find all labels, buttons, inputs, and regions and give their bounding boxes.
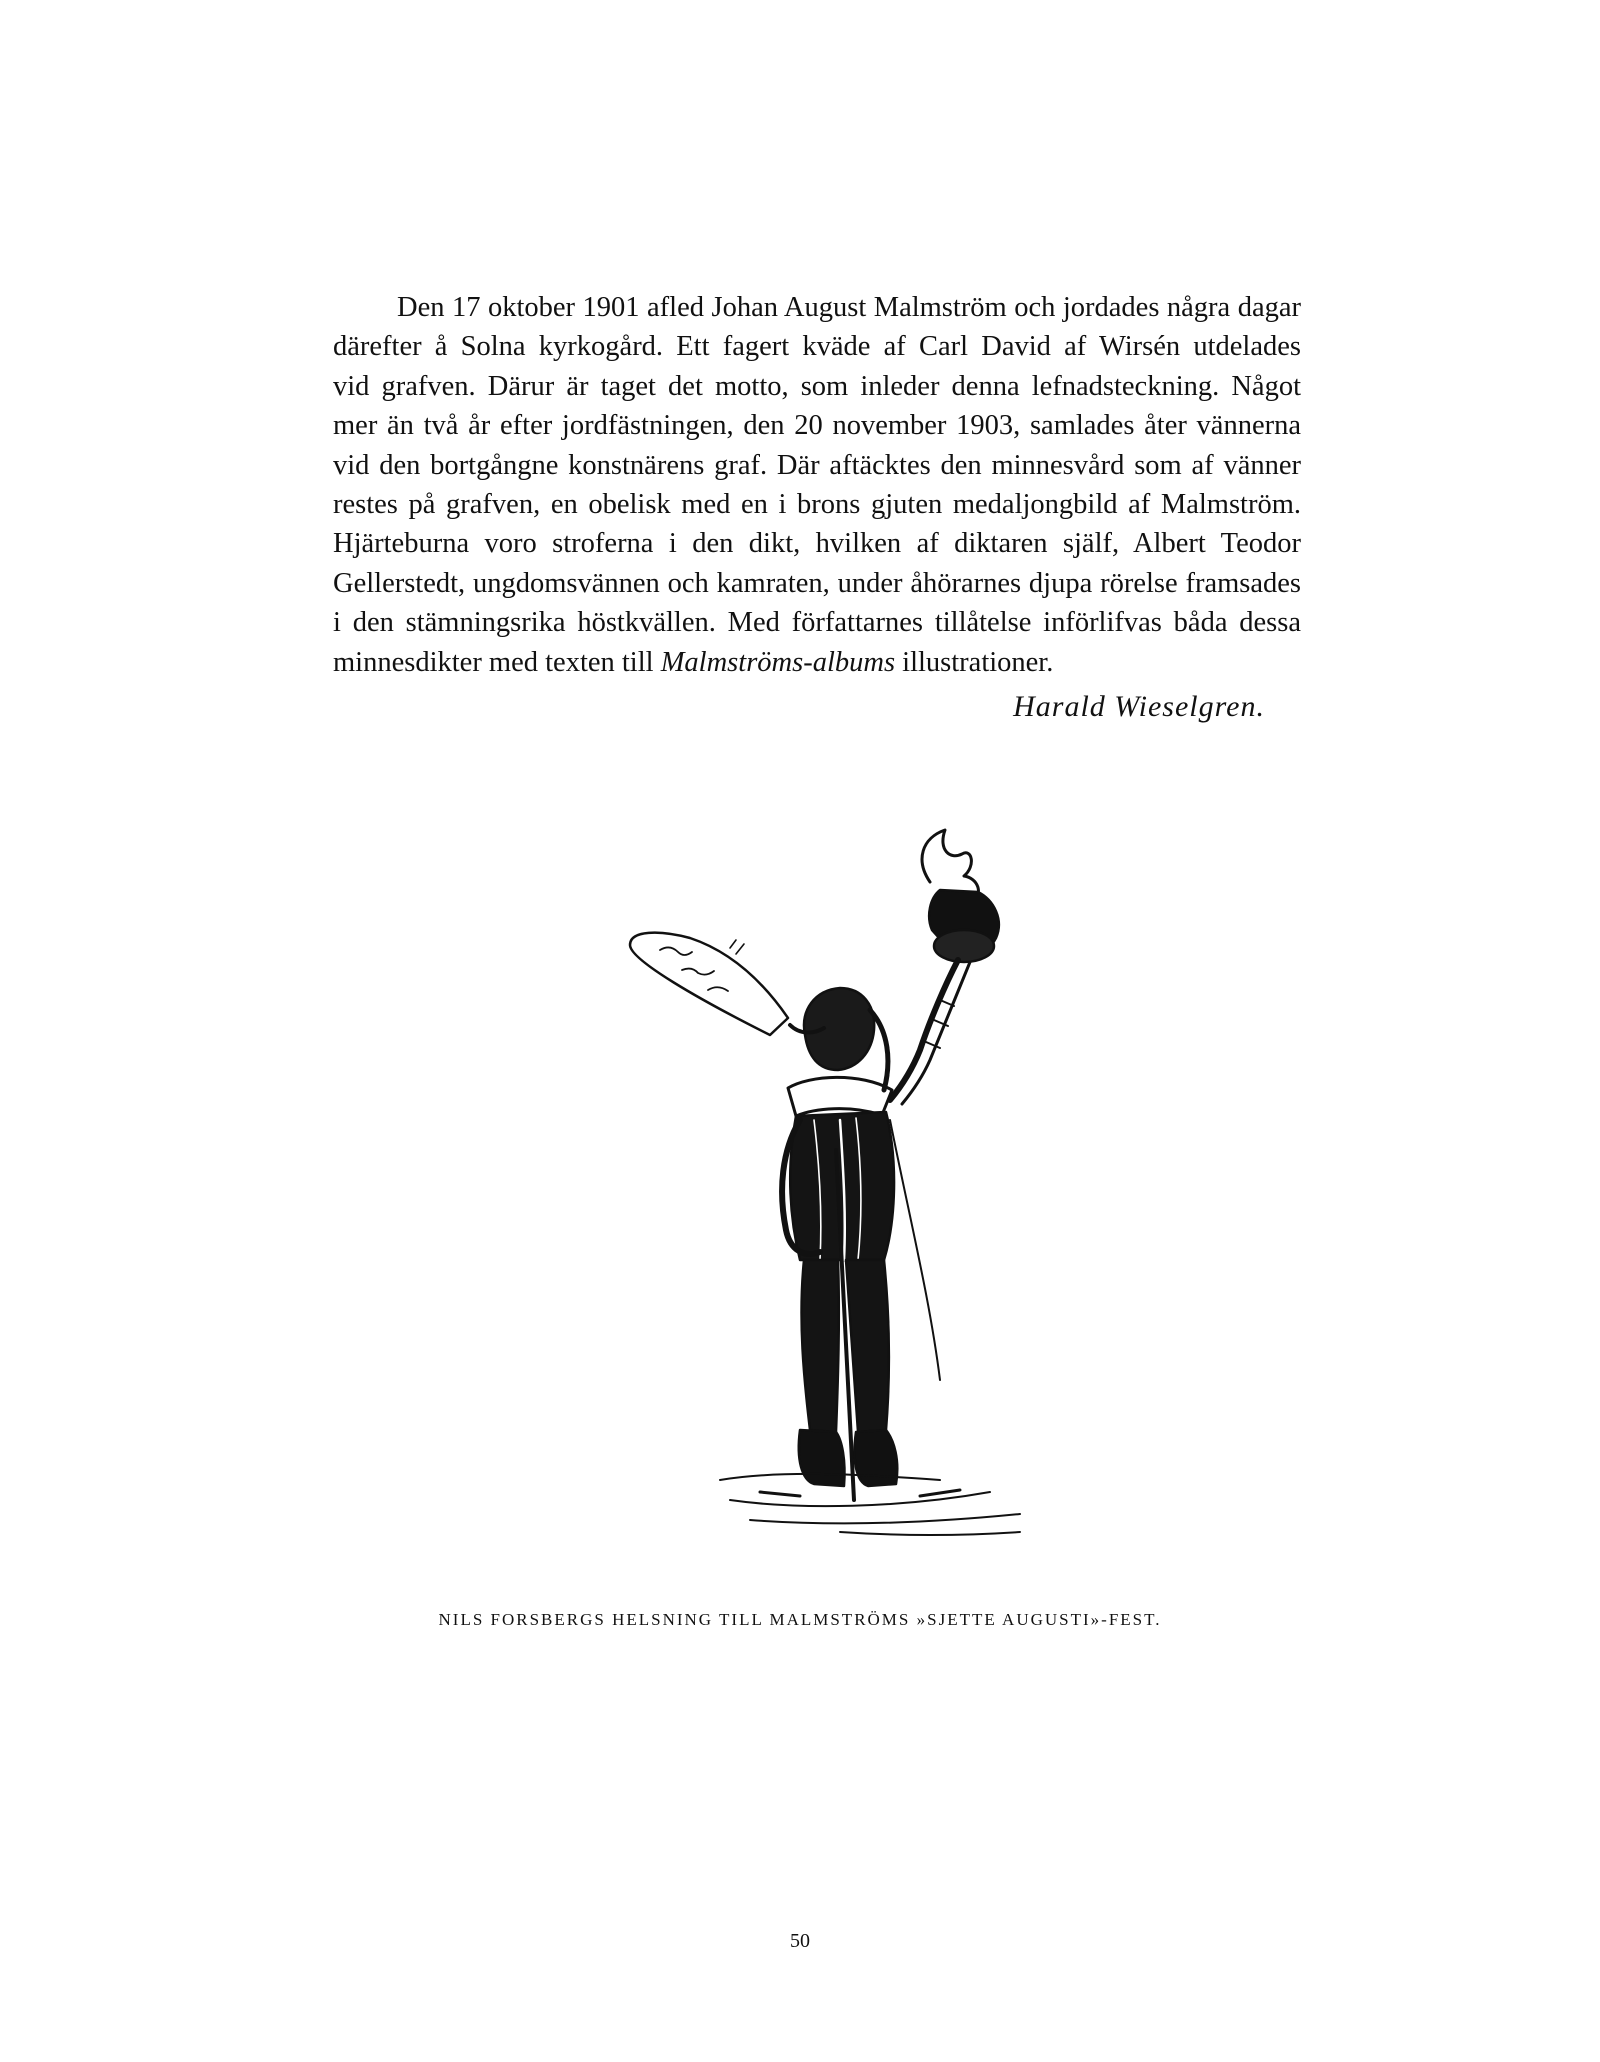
paragraph-line-3: vid grafven. Därur är taget det motto, som inleder denna lefnadsteckning. Något — [333, 370, 1301, 402]
last-line-end: illustrationer. — [895, 646, 1054, 678]
raised-arm — [890, 960, 970, 1104]
paragraph-line-10 — [333, 643, 1301, 682]
paragraph-line-6: restes på grafven, en obelisk med en i brons gjuten medaljongbild af Malmström. — [333, 489, 1301, 521]
illustration-caption: NILS FORSBERGS HELSNING TILL MALMSTRÖMS »SJETTE AUGUSTI»-FEST. — [438, 1610, 1162, 1629]
paragraph-line-4: mer än två år efter jordfästningen, den 20 november 1903, samlades åter vännerna — [333, 410, 1301, 442]
paragraph-line-9: i den stämningsrika höstkvällen. Med författarnes tillåtelse införlifvas båda dessa — [333, 607, 1301, 639]
paragraph-line-8: Gellerstedt, ungdomsvännen och kamraten, under åhörarnes djupa rörelse framsades — [333, 567, 1301, 599]
paragraph-line-5: vid den bortgångne konstnärens graf. Där aftäcktes den minnesvård som af vänner — [333, 449, 1301, 481]
paragraph-line-2: därefter å Solna kyrkogård. Ett fagert kväde af Carl David af Wirsén utdelades — [333, 331, 1301, 363]
last-line-start: minnesdikter med texten till — [333, 646, 661, 678]
cavalier-head — [790, 988, 888, 1090]
author-signature: Harald Wieselgren. — [1013, 690, 1265, 723]
paragraph-line-1: Den 17 oktober 1901 afled Johan August Malmström och jordades några dagar — [397, 292, 1301, 323]
plumed-hat — [922, 830, 999, 962]
speech-balloon — [630, 933, 788, 1035]
body-paragraph — [333, 288, 1301, 682]
paragraph-line-7: Hjärteburna voro stroferna i den dikt, hvilken af diktaren själf, Albert Teodor — [333, 528, 1301, 560]
cavalier-illustration — [600, 820, 1100, 1600]
page-number: 50 — [790, 1930, 810, 1952]
album-title: Malmströms-albums — [660, 646, 896, 678]
